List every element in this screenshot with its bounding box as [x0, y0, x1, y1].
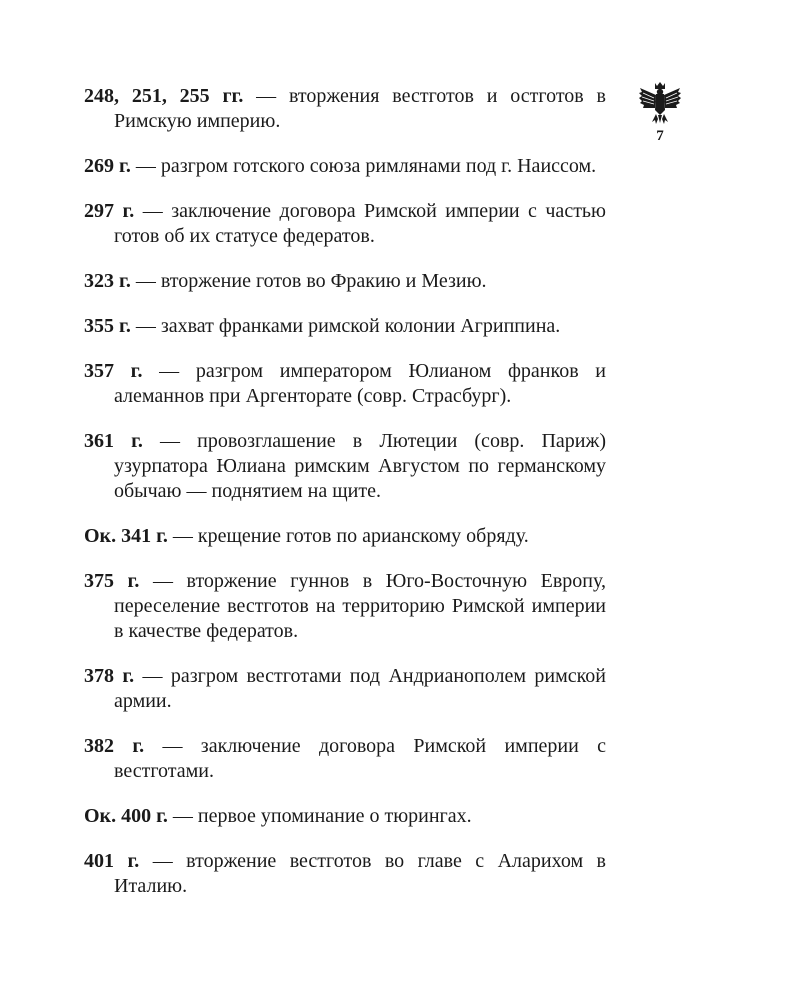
- entry-date: 355 г.: [84, 315, 131, 337]
- entry-text: — вторжение вестготов во главе с Аларихом в Италию.: [114, 850, 606, 897]
- chronology-entry: [84, 269, 606, 294]
- entry-date: 323 г.: [84, 270, 131, 292]
- chronology-entry: [84, 664, 606, 714]
- chronology-entry: [84, 429, 606, 504]
- entry-text: — крещение готов по арианскому обряду.: [167, 525, 529, 547]
- chronology-entry: [84, 314, 606, 339]
- entry-date: 357 г.: [84, 360, 143, 382]
- entry-text: — вторжение готов во Фракию и Мезию.: [130, 270, 487, 292]
- entry-date: 382 г.: [84, 735, 145, 757]
- chronology-list: [84, 84, 606, 919]
- chronology-entry: [84, 199, 606, 249]
- entry-text: — разгром императором Юлианом франков и алеманнов при Аргенторате (совр. Страсбург).: [114, 360, 607, 407]
- entry-date: 361 г.: [84, 430, 143, 452]
- chronology-entry: [84, 734, 606, 784]
- entry-text: — первое упоминание о тюрингах.: [167, 805, 472, 827]
- page-number: 7: [656, 128, 664, 144]
- entry-text: — захват франками римской колонии Агриппина.: [130, 315, 561, 337]
- chronology-entry: [84, 524, 606, 549]
- chronology-entry: [84, 804, 606, 829]
- entry-text: — разгром готского союза римлянами под г. Наиссом.: [130, 155, 597, 177]
- entry-date: 401 г.: [84, 850, 140, 872]
- chronology-entry: [84, 359, 606, 409]
- chronology-entry: [84, 849, 606, 899]
- entry-text: — заключение договора Римской империи с частью готов об их статусе федератов.: [114, 200, 606, 247]
- entry-date: Ок. 400 г.: [84, 805, 168, 827]
- entry-date: 378 г.: [84, 665, 135, 687]
- entry-date: 269 г.: [84, 155, 131, 177]
- entry-text: — вторжение гуннов в Юго-Восточную Европу, переселение вестготов на территорию Римской империи в качестве федератов.: [114, 570, 607, 642]
- chronology-entry: [84, 569, 606, 644]
- entry-date: Ок. 341 г.: [84, 525, 168, 547]
- chronology-entry: [84, 154, 606, 179]
- entry-date: 375 г.: [84, 570, 140, 592]
- entry-text: — заключение договора Римской империи с вестготами.: [114, 735, 606, 782]
- entry-text: — вторжения вестготов и остготов в Римскую империю.: [114, 85, 606, 132]
- entry-text: — провозглашение в Лютеции (совр. Париж) узурпатора Юлиана римским Августом по германскому обычаю — поднятием на щите.: [114, 430, 606, 502]
- eagle-coat-of-arms-icon: [637, 80, 683, 126]
- entry-text: — разгром вестготами под Андрианополем римской армии.: [114, 665, 607, 712]
- chronology-entry: [84, 84, 606, 134]
- entry-date: 248, 251, 255 гг.: [84, 85, 244, 107]
- entry-date: 297 г.: [84, 200, 135, 222]
